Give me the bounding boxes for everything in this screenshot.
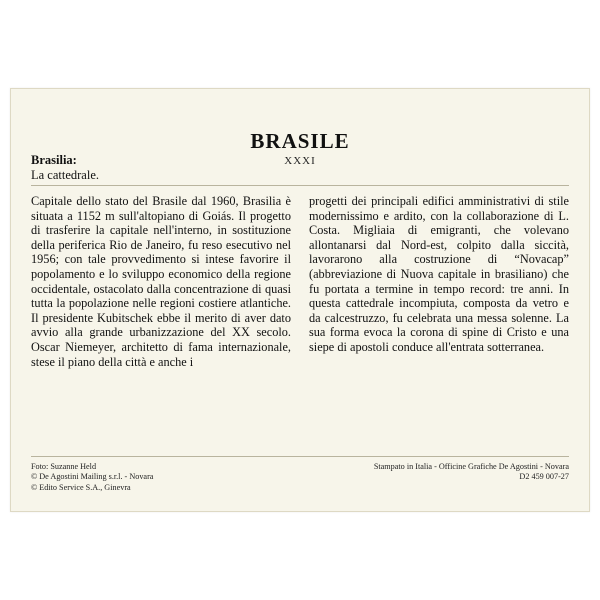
postcard-back	[10, 88, 590, 512]
body-column-left	[31, 194, 291, 369]
body-columns	[31, 194, 569, 369]
footer-credits-left	[31, 462, 153, 494]
caption-block	[31, 153, 231, 183]
divider-bottom	[31, 456, 569, 457]
divider-top	[31, 185, 569, 186]
photo-credit: Foto: Suzanne Held	[31, 461, 97, 471]
page-title: BRASILE	[250, 129, 350, 153]
postcard-content	[31, 103, 569, 501]
page-number: XXXI	[284, 155, 316, 167]
service-credit: © Edito Service S.A., Ginevra	[31, 482, 131, 492]
print-credit: Stampato in Italia - Officine Grafiche De Agostini - Novara	[373, 461, 569, 471]
catalog-code: D2 459 007-27	[519, 472, 569, 481]
body-text-left: Capitale dello stato del Brasile dal 1960, Brasilia è situata a 1152 m sull'altopiano di Goiás. Il progetto di trasferire la capitale nell'interno, in sostituzione della periferica Rio de Janeiro, fu reso esecutivo nel 1956; con tale provvedimento si intese favorire il popolamento e lo sviluppo economico della regione occidentale, ostacolato dalla concentrazione di quasi tutta la popolazione nelle regioni costiere atlantiche. Il presidente Kubitschek ebbe il merito di aver dato avvio alla grande urbanizzazione del XX secolo. Oscar Niemeyer, architetto di fama internazionale, stese il piano della città e anche i	[31, 194, 291, 369]
footer-credits-right	[374, 462, 569, 483]
caption-label: Brasilia:	[31, 153, 77, 167]
caption-text: La cattedrale.	[31, 168, 100, 182]
footer-row	[31, 462, 569, 494]
header	[31, 129, 569, 182]
footer	[31, 456, 569, 494]
body-text-right: progetti dei principali edifici amministrativi di stile modernissimo e ardito, con la collaborazione di L. Costa. Migliaia di emigranti, che volevano allontanarsi dal Nord-est, colpito dalla siccità, lavorarono alla costruzione di “Novacap” (abbreviazione di Nuova capitale in brasiliano) che fu portata a termine in tempo record: tre anni. In questa cattedrale incompiuta, composta da vetro e da calcestruzzo, fu celebrata una messa solenne. La sua forma evoca la corona di spine di Cristo e una siepe di apostoli conduce all'entrata sotterranea.	[309, 194, 569, 354]
body-column-right	[309, 194, 569, 369]
publisher-credit: © De Agostini Mailing s.r.l. - Novara	[31, 472, 154, 481]
